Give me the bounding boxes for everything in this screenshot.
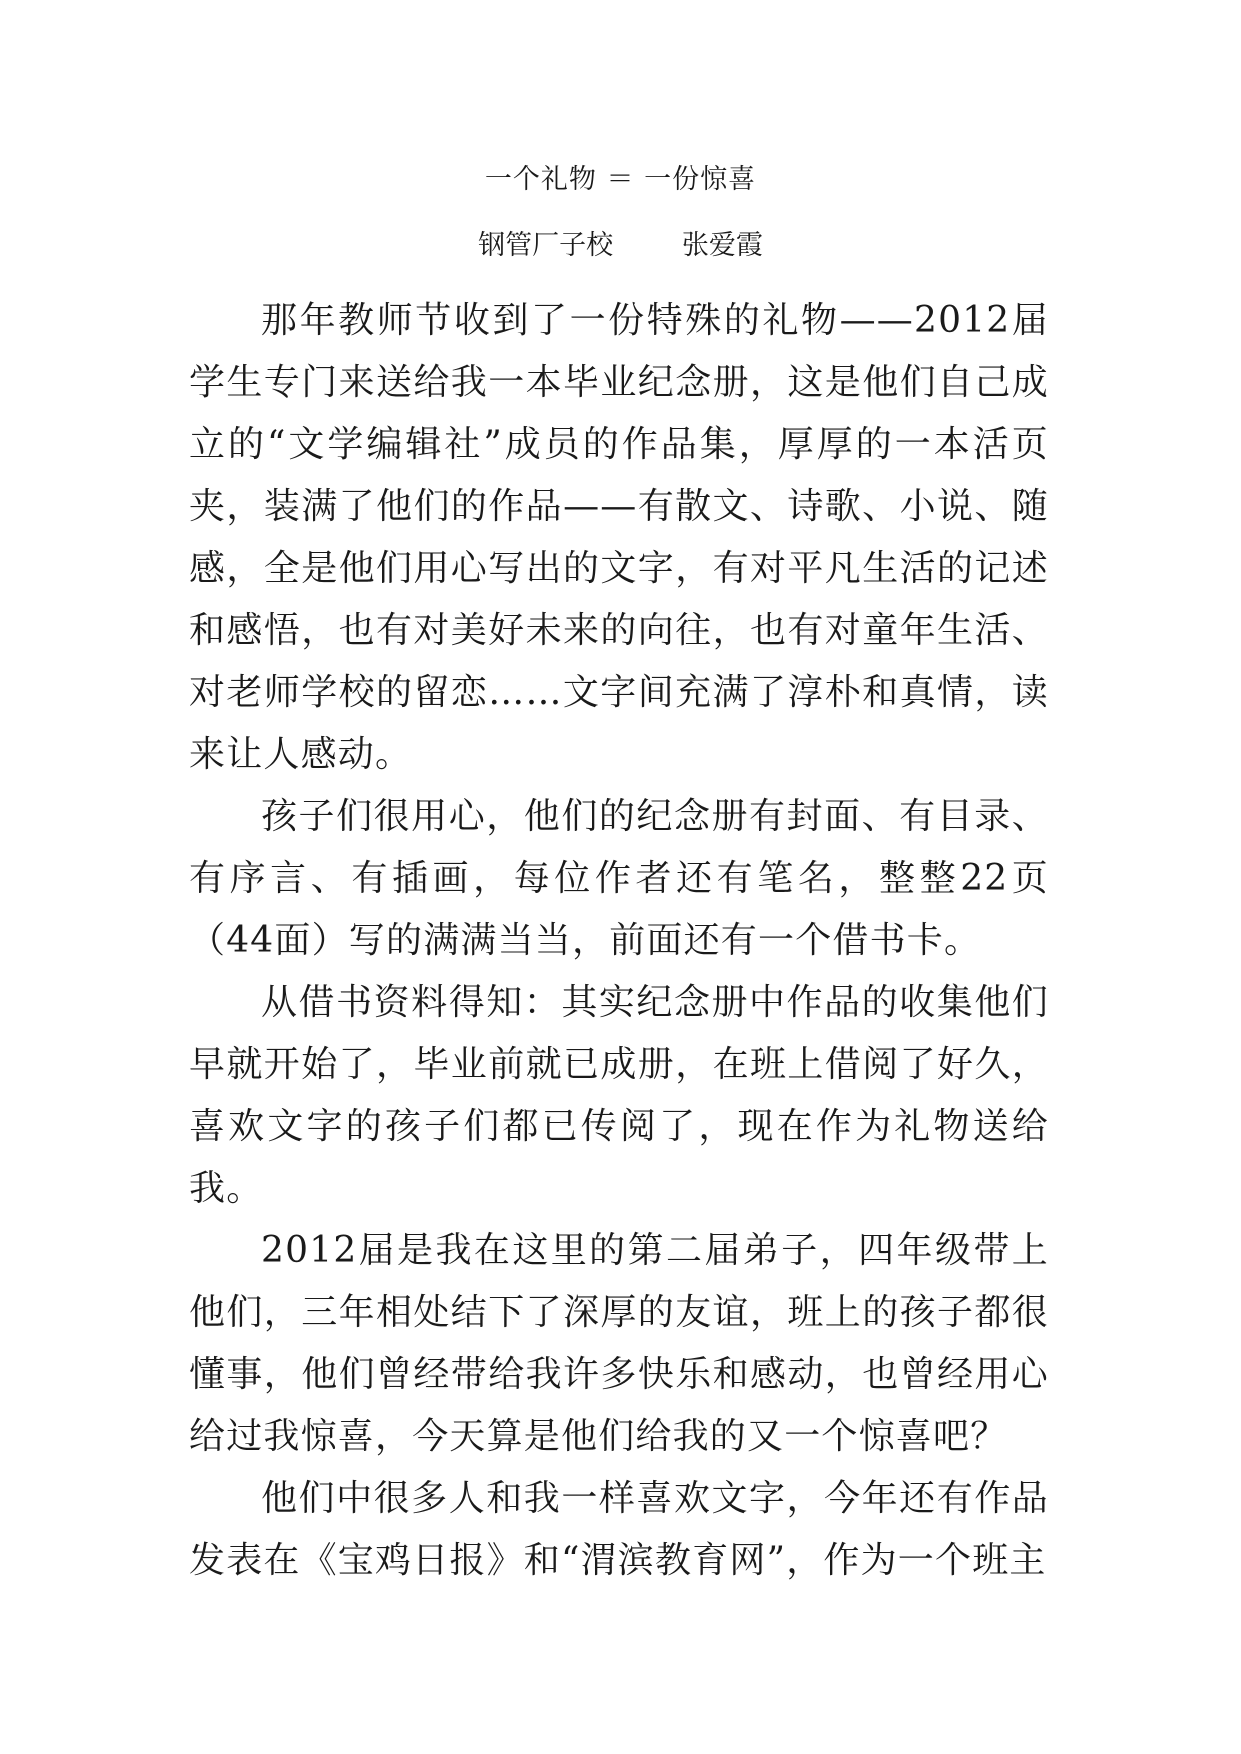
document-title: 一个礼物 ＝ 一份惊喜 [484,164,757,195]
document-body [189,290,1049,1592]
paragraph: 从借书资料得知：其实纪念册中作品的收集他们早就开始了，毕业前就已成册，在班上借阅了好久，喜欢文字的孩子们都已传阅了，现在作为礼物送给我。 [189,982,1049,1209]
paragraph: 孩子们很用心，他们的纪念册有封面、有目录、有序言、有插画，每位作者还有笔名，整整22页（44面）写的满满当当，前面还有一个借书卡。 [189,796,1049,961]
paragraph: 2012届是我在这里的第二届弟子，四年级带上他们，三年相处结下了深厚的友谊，班上的孩子都很懂事，他们曾经带给我许多快乐和感动，也曾经用心给过我惊喜，今天算是他们给我的又一个惊喜吧？ [189,1230,1049,1457]
paragraph: 那年教师节收到了一份特殊的礼物——2012届学生专门来送给我一本毕业纪念册，这是他们自己成立的“文学编辑社”成员的作品集，厚厚的一本活页夹，装满了他们的作品——有散文、诗歌、小说、随感，全是他们用心写出的文字，有对平凡生活的记述和感悟，也有对美好未来的向往，也有对童年生活、对老师学校的留恋……文字间充满了淳朴和真情，读来让人感动。 [189,300,1049,775]
author-byline: 钢管厂子校 张爱霞 [478,230,763,261]
paragraph: 他们中很多人和我一样喜欢文字，今年还有作品发表在《宝鸡日报》和“渭滨教育网”，作为一个班主 [189,1478,1049,1581]
